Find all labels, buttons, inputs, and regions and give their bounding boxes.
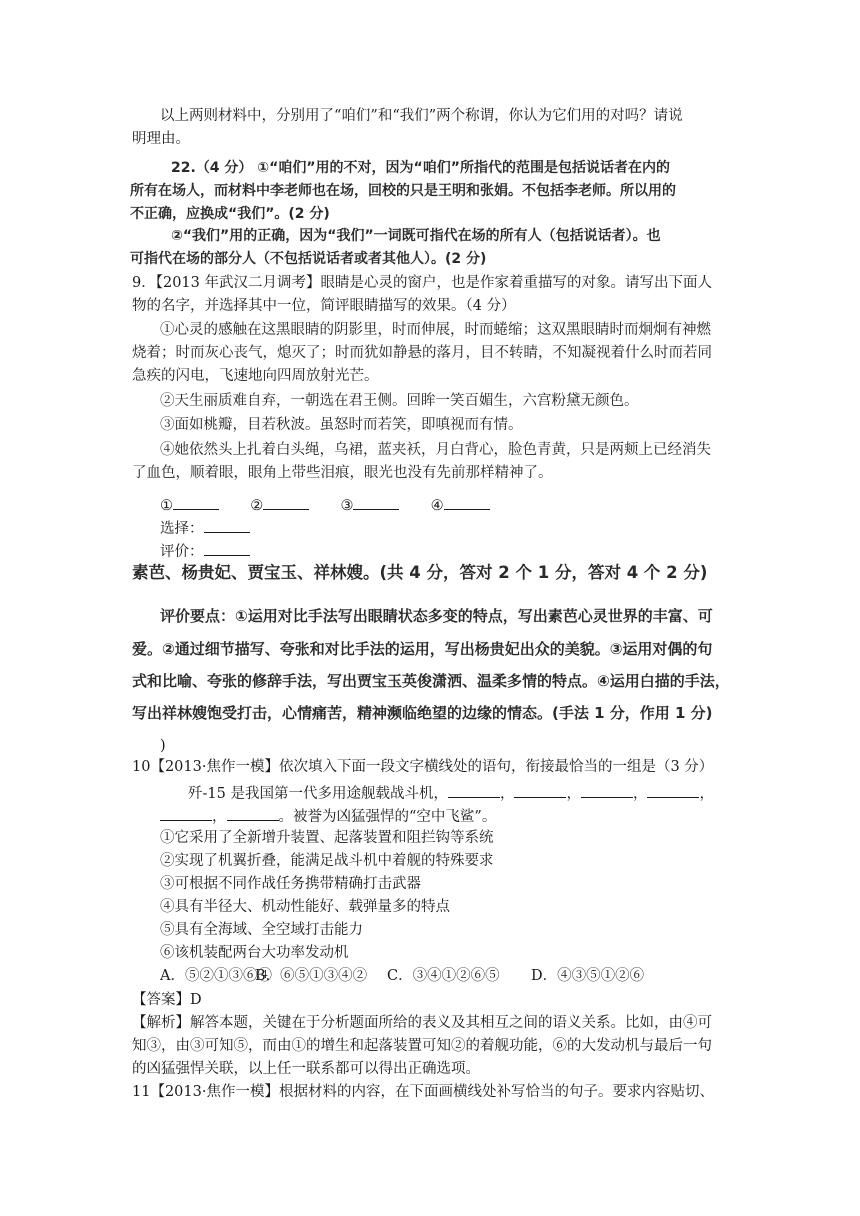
answer-blank[interactable]: [353, 495, 399, 510]
eval-label: 评价：: [160, 544, 204, 560]
evaluation-line: 爱。②通过细节描写、夸张和对比手法的运用，写出杨贵妃出众的美貌。③运用对偶的句: [132, 640, 713, 658]
choice-c: C．③④①②⑥⑤: [387, 968, 500, 984]
closing-paren: ): [160, 738, 166, 754]
answer-22-line: 可指代在场的部分人（不包括说话者或者其他人）。(2 分): [130, 251, 487, 267]
eval-blank[interactable]: [204, 541, 250, 556]
fill-blank[interactable]: [647, 783, 699, 798]
choice-b: B．⑥⑤①③④②: [255, 968, 368, 984]
answer-blank[interactable]: [173, 495, 219, 510]
option-line: ②实现了机翼折叠，能满足战斗机中着舰的特殊要求: [160, 853, 494, 869]
option-line: ③可根据不同作战任务携带精确打击武器: [160, 876, 421, 892]
answer-blank[interactable]: [444, 495, 490, 510]
blank-label: ①: [160, 498, 173, 514]
explanation-line: 知③，由③可知⑤，而由①的增生和起落装置可知②的着舰功能，⑥的大发动机与最后一句: [132, 1038, 712, 1054]
answer-names: 素芭、杨贵妃、贾宝玉、祥林嫂。(共 4 分，答对 2 个 1 分，答对 4 个 2 分): [132, 563, 708, 582]
blank-label: ④: [430, 498, 444, 514]
option-line: ⑤具有全海域、全空域打击能力: [160, 922, 363, 938]
option-line: ①它采用了全新增升装置、起落装置和阻拦钩等系统: [160, 830, 494, 846]
passage-line: ③面如桃瓣，目若秋波。虽怒时而若笑，即嗔视而有情。: [160, 417, 523, 433]
explanation-line: 【解析】解答本题，关键在于分析题面所给的表义及其相互之间的语义关系。比如，由④可: [132, 1015, 712, 1031]
passage-line: 了血色，顺着眼，眼角上带些泪痕，眼光也没有先前那样精神了。: [132, 465, 553, 481]
question-11-title: 11【2013·焦作一模】根据材料的内容，在下面画横线处补写恰当的句子。要求内容贴切、: [132, 1084, 714, 1100]
answer-22-line: ②“我们”用的正确，因为“我们”一词既可指代在场的所有人（包括说话者）。也: [171, 228, 661, 244]
choose-blank[interactable]: [204, 518, 250, 533]
passage-line: ②天生丽质难自弃，一朝选在君王侧。回眸一笑百媚生，六宫粉黛无颜色。: [160, 393, 639, 409]
passage-line: 烧着；时而灰心丧气，熄灭了；时而犹如静悬的落月，目不转睛，不知凝视着什么时而若同: [132, 345, 712, 361]
answer-22-line: 22.（4 分） ①“咱们”用的不对，因为“咱们”所指代的范围是包括说话者在内的: [171, 160, 670, 176]
answer-blank[interactable]: [263, 495, 309, 510]
answer-label: 【答案】D: [132, 992, 202, 1008]
blank-row: [160, 495, 490, 515]
answer-22-line: 所有在场人，而材料中李老师也在场，回校的只是王明和张娟。不包括李老师。所以用的: [130, 183, 676, 199]
question-text: 明理由。: [132, 131, 190, 147]
explanation-line: 的凶猛强悍关联，以上任一联系都可以得出正确选项。: [132, 1061, 480, 1077]
fill-blank[interactable]: [514, 783, 566, 798]
passage-line: ①心灵的感触在这黑眼睛的阴影里，时而伸展，时而蜷缩；这双黑眼睛时而炯炯有神燃: [160, 322, 711, 338]
fill-blank[interactable]: [581, 783, 633, 798]
fill-blank[interactable]: [227, 806, 279, 821]
eval-row: [160, 541, 250, 561]
blank-label: ③: [340, 498, 354, 514]
option-line: ⑥该机装配两台大功率发动机: [160, 945, 349, 961]
question-10-title: 10【2013·焦作一模】依次填入下面一段文字横线处的语句，衔接最恰当的一组是（3 分）: [132, 759, 714, 775]
question-10-sentence: 歼-15 是我国第一代多用途舰载战斗机， ， ， ， ，: [188, 783, 714, 803]
question-text: 以上两则材料中，分别用了“咱们”和“我们”两个称谓，你认为它们用的对吗？请说: [160, 108, 683, 124]
choose-label: 选择：: [160, 521, 204, 537]
question-10-sentence: ， 。被誉为凶猛强悍的“空中飞鲨”。: [160, 806, 496, 826]
choice-a: A．⑤②①③⑥④: [160, 968, 272, 984]
evaluation-line: 式和比喻、夸张的修辞手法，写出贾宝玉英俊潇洒、温柔多情的特点。④运用白描的手法，: [132, 672, 730, 690]
question-9-title: 物的名字，并选择其中一位，简评眼睛描写的效果。（4 分）: [132, 298, 516, 314]
fill-blank[interactable]: [448, 783, 500, 798]
choice-d: D．④③⑤①②⑥: [531, 968, 645, 984]
passage-line: 急疾的闪电，飞速地向四周放射光芒。: [132, 368, 379, 384]
evaluation-line: 写出祥林嫂饱受打击，心情痛苦，精神濒临绝望的边缘的情态。(手法 1 分，作用 1 分): [132, 704, 713, 722]
option-line: ④具有半径大、机动性能好、载弹量多的特点: [160, 899, 450, 915]
blank-label: ②: [250, 498, 264, 514]
question-9-title: 9．【2013 年武汉二月调考】眼睛是心灵的窗户，也是作家着重描写的对象。请写出下面人: [132, 275, 712, 291]
fill-blank[interactable]: [160, 806, 212, 821]
evaluation-line: 评价要点：①运用对比手法写出眼睛状态多变的特点，写出素芭心灵世界的丰富、可: [160, 607, 713, 625]
answer-22-line: 不正确，应换成“我们”。(2 分): [130, 206, 330, 222]
choose-row: [160, 518, 250, 538]
passage-line: ④她依然头上扎着白头绳，乌裙，蓝夹袄，月白背心，脸色青黄，只是两颊上已经消失: [160, 442, 711, 458]
